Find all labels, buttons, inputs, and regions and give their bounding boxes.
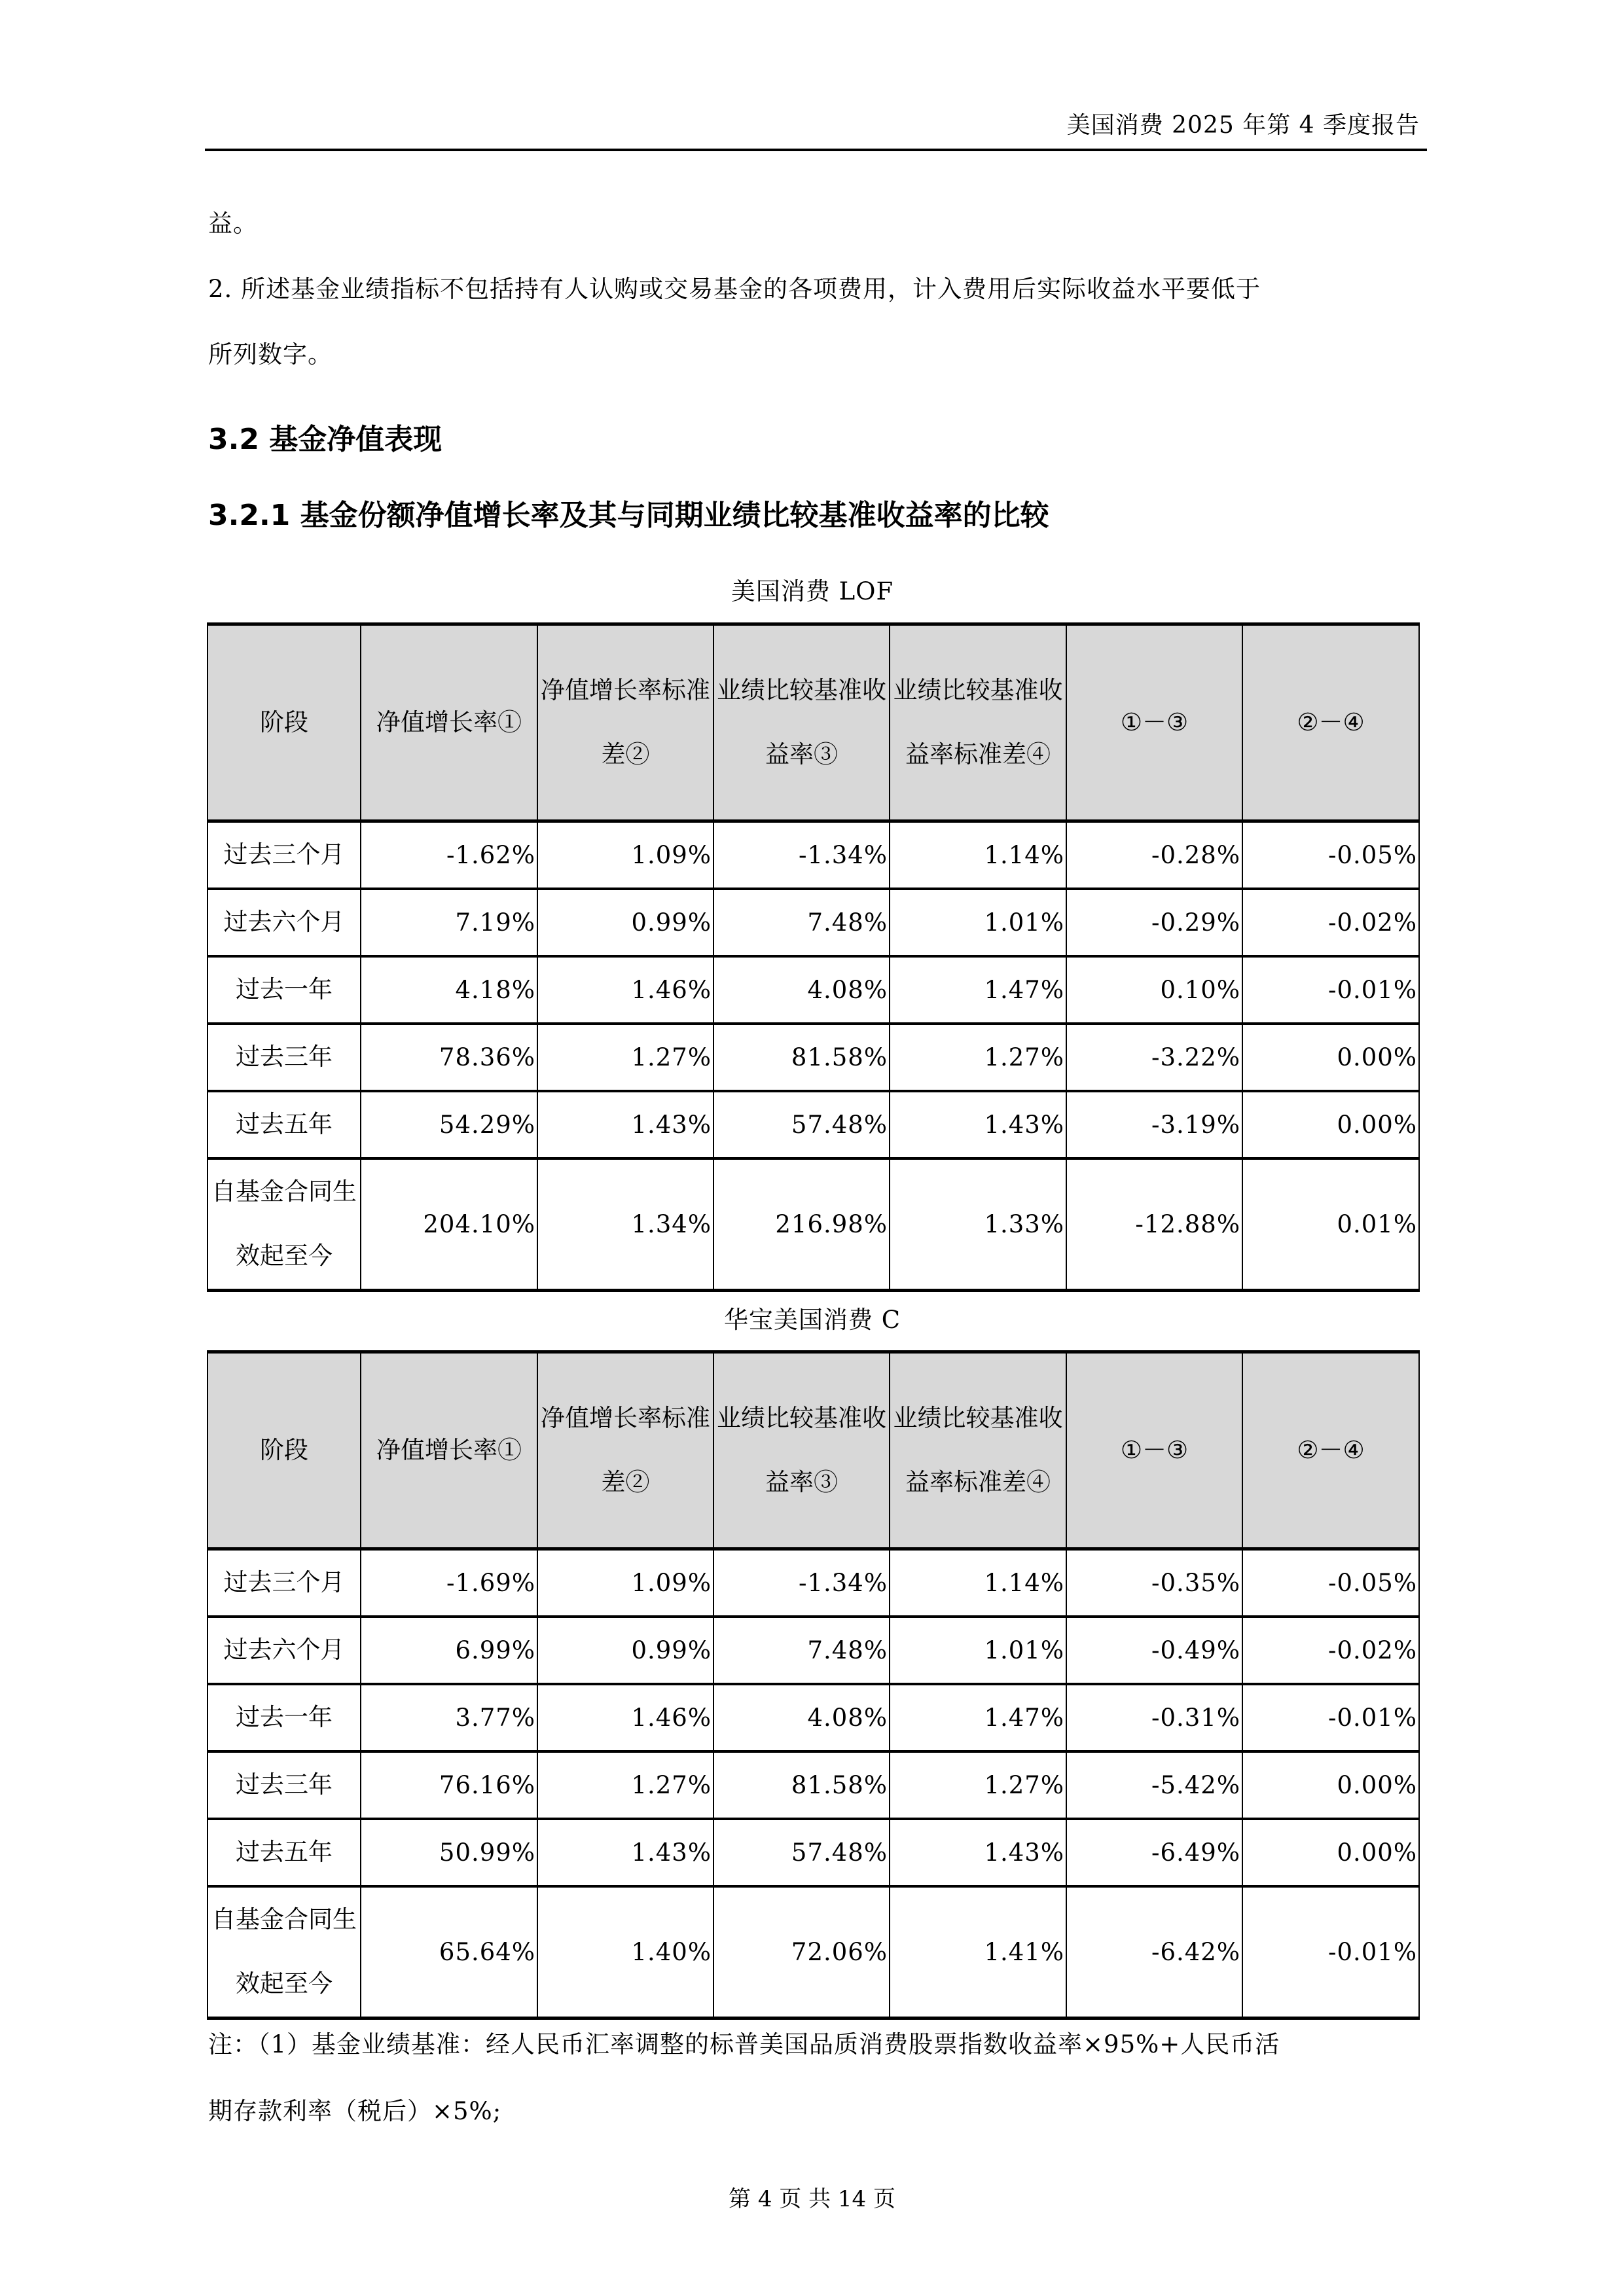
cell-nav-std: 1.40% bbox=[537, 1886, 713, 2018]
cell-stage: 过去六个月 bbox=[208, 889, 361, 956]
table-row bbox=[208, 1091, 1419, 1158]
cell-diff-1-3: -5.42% bbox=[1066, 1751, 1242, 1819]
cell-nav-std: 1.27% bbox=[537, 1024, 713, 1091]
col-header-bench-return: 业绩比较基准收益率③ bbox=[713, 1352, 890, 1549]
cell-nav-growth: 76.16% bbox=[361, 1751, 537, 1819]
cell-diff-1-3: -0.29% bbox=[1066, 889, 1242, 956]
cell-diff-1-3: -0.28% bbox=[1066, 821, 1242, 889]
cell-bench-return: 81.58% bbox=[713, 1751, 890, 1819]
cell-bench-return: -1.34% bbox=[713, 821, 890, 889]
col-header-bench-std: 业绩比较基准收益率标准差④ bbox=[890, 1352, 1066, 1549]
col-header-bench-std: 业绩比较基准收益率标准差④ bbox=[890, 624, 1066, 821]
cell-stage: 过去六个月 bbox=[208, 1617, 361, 1684]
table-row bbox=[208, 1684, 1419, 1751]
table-row bbox=[208, 1751, 1419, 1819]
cell-bench-return: 4.08% bbox=[713, 956, 890, 1024]
col-header-diff-2-4: ②－④ bbox=[1242, 624, 1419, 821]
cell-stage: 自基金合同生效起至今 bbox=[208, 1886, 361, 2018]
cell-bench-std: 1.43% bbox=[890, 1091, 1066, 1158]
col-header-stage: 阶段 bbox=[208, 624, 361, 821]
cell-nav-growth: 50.99% bbox=[361, 1819, 537, 1886]
cell-stage: 过去三年 bbox=[208, 1024, 361, 1091]
cell-bench-return: 7.48% bbox=[713, 1617, 890, 1684]
table-header-row bbox=[208, 624, 1419, 821]
col-header-bench-return: 业绩比较基准收益率③ bbox=[713, 624, 890, 821]
cell-nav-std: 1.09% bbox=[537, 821, 713, 889]
cell-diff-1-3: -0.49% bbox=[1066, 1617, 1242, 1684]
col-header-nav-growth: 净值增长率① bbox=[361, 624, 537, 821]
cell-diff-1-3: -6.49% bbox=[1066, 1819, 1242, 1886]
cell-nav-growth: 6.99% bbox=[361, 1617, 537, 1684]
cell-nav-growth: 78.36% bbox=[361, 1024, 537, 1091]
table-caption-c: 华宝美国消费 C bbox=[723, 1306, 901, 1334]
cell-nav-std: 1.09% bbox=[537, 1549, 713, 1617]
cell-nav-std: 1.43% bbox=[537, 1091, 713, 1158]
cell-diff-1-3: 0.10% bbox=[1066, 956, 1242, 1024]
cell-diff-2-4: 0.00% bbox=[1242, 1819, 1419, 1886]
cell-diff-2-4: -0.01% bbox=[1242, 956, 1419, 1024]
cell-nav-std: 1.27% bbox=[537, 1751, 713, 1819]
cell-nav-std: 1.34% bbox=[537, 1158, 713, 1291]
table-row bbox=[208, 821, 1419, 889]
note-line-2: 期存款利率（税后）×5%; bbox=[208, 2097, 502, 2125]
cell-diff-2-4: -0.02% bbox=[1242, 889, 1419, 956]
cell-bench-std: 1.01% bbox=[890, 889, 1066, 956]
table-row bbox=[208, 1024, 1419, 1091]
cell-diff-1-3: -3.22% bbox=[1066, 1024, 1242, 1091]
table-row bbox=[208, 1819, 1419, 1886]
page-number: 第 4 页 共 14 页 bbox=[729, 2186, 895, 2212]
table-row bbox=[208, 956, 1419, 1024]
cell-nav-std: 1.46% bbox=[537, 1684, 713, 1751]
col-header-nav-std: 净值增长率标准差② bbox=[537, 1352, 713, 1549]
cell-diff-2-4: -0.02% bbox=[1242, 1617, 1419, 1684]
table-row bbox=[208, 1549, 1419, 1617]
cell-diff-2-4: 0.00% bbox=[1242, 1751, 1419, 1819]
intro-line-3: 所列数字。 bbox=[208, 340, 333, 368]
cell-diff-1-3: -6.42% bbox=[1066, 1886, 1242, 2018]
cell-diff-1-3: -12.88% bbox=[1066, 1158, 1242, 1291]
cell-stage: 过去三个月 bbox=[208, 821, 361, 889]
cell-bench-return: 7.48% bbox=[713, 889, 890, 956]
table-row bbox=[208, 1158, 1419, 1291]
cell-bench-return: 4.08% bbox=[713, 1684, 890, 1751]
cell-nav-growth: 65.64% bbox=[361, 1886, 537, 2018]
cell-bench-std: 1.27% bbox=[890, 1751, 1066, 1819]
cell-nav-std: 1.43% bbox=[537, 1819, 713, 1886]
cell-stage: 过去一年 bbox=[208, 1684, 361, 1751]
cell-diff-2-4: 0.00% bbox=[1242, 1024, 1419, 1091]
col-header-diff-1-3: ①－③ bbox=[1066, 1352, 1242, 1549]
cell-bench-std: 1.14% bbox=[890, 1549, 1066, 1617]
table-header-row bbox=[208, 1352, 1419, 1549]
col-header-nav-std: 净值增长率标准差② bbox=[537, 624, 713, 821]
col-header-diff-2-4: ②－④ bbox=[1242, 1352, 1419, 1549]
cell-bench-std: 1.41% bbox=[890, 1886, 1066, 2018]
cell-bench-std: 1.33% bbox=[890, 1158, 1066, 1291]
cell-nav-growth: -1.62% bbox=[361, 821, 537, 889]
cell-nav-std: 0.99% bbox=[537, 889, 713, 956]
cell-nav-std: 1.46% bbox=[537, 956, 713, 1024]
cell-nav-growth: 7.19% bbox=[361, 889, 537, 956]
header-divider bbox=[205, 149, 1427, 151]
col-header-stage: 阶段 bbox=[208, 1352, 361, 1549]
cell-bench-std: 1.47% bbox=[890, 1684, 1066, 1751]
cell-stage: 过去一年 bbox=[208, 956, 361, 1024]
cell-diff-2-4: -0.05% bbox=[1242, 1549, 1419, 1617]
cell-bench-return: 81.58% bbox=[713, 1024, 890, 1091]
cell-bench-return: 57.48% bbox=[713, 1091, 890, 1158]
subsection-heading: 3.2.1 基金份额净值增长率及其与同期业绩比较基准收益率的比较 bbox=[208, 499, 1049, 532]
performance-table-c bbox=[207, 1350, 1420, 2020]
cell-bench-std: 1.01% bbox=[890, 1617, 1066, 1684]
cell-diff-2-4: -0.01% bbox=[1242, 1886, 1419, 2018]
page-header-title: 美国消费 2025 年第 4 季度报告 bbox=[1066, 112, 1420, 139]
cell-nav-growth: 204.10% bbox=[361, 1158, 537, 1291]
table-row bbox=[208, 1617, 1419, 1684]
note-line-1: 注：（1）基金业绩基准：经人民币汇率调整的标普美国品质消费股票指数收益率×95%+人民币活 bbox=[208, 2030, 1280, 2058]
cell-stage: 过去五年 bbox=[208, 1091, 361, 1158]
intro-line-1: 益。 bbox=[208, 209, 258, 238]
cell-stage: 过去三个月 bbox=[208, 1549, 361, 1617]
cell-diff-2-4: 0.01% bbox=[1242, 1158, 1419, 1291]
cell-bench-return: 72.06% bbox=[713, 1886, 890, 2018]
cell-bench-return: -1.34% bbox=[713, 1549, 890, 1617]
cell-nav-growth: 54.29% bbox=[361, 1091, 537, 1158]
cell-stage: 过去五年 bbox=[208, 1819, 361, 1886]
section-heading: 3.2 基金净值表现 bbox=[208, 423, 442, 456]
col-header-nav-growth: 净值增长率① bbox=[361, 1352, 537, 1549]
performance-table-lof bbox=[207, 622, 1420, 1292]
cell-bench-return: 57.48% bbox=[713, 1819, 890, 1886]
cell-stage: 自基金合同生效起至今 bbox=[208, 1158, 361, 1291]
cell-bench-return: 216.98% bbox=[713, 1158, 890, 1291]
cell-bench-std: 1.43% bbox=[890, 1819, 1066, 1886]
cell-diff-2-4: -0.01% bbox=[1242, 1684, 1419, 1751]
cell-diff-2-4: 0.00% bbox=[1242, 1091, 1419, 1158]
cell-nav-growth: 3.77% bbox=[361, 1684, 537, 1751]
cell-diff-1-3: -3.19% bbox=[1066, 1091, 1242, 1158]
cell-diff-1-3: -0.31% bbox=[1066, 1684, 1242, 1751]
cell-stage: 过去三年 bbox=[208, 1751, 361, 1819]
cell-diff-2-4: -0.05% bbox=[1242, 821, 1419, 889]
col-header-diff-1-3: ①－③ bbox=[1066, 624, 1242, 821]
cell-nav-growth: 4.18% bbox=[361, 956, 537, 1024]
table-row bbox=[208, 889, 1419, 956]
cell-diff-1-3: -0.35% bbox=[1066, 1549, 1242, 1617]
table-caption-lof: 美国消费 LOF bbox=[731, 577, 894, 605]
cell-bench-std: 1.14% bbox=[890, 821, 1066, 889]
cell-nav-std: 0.99% bbox=[537, 1617, 713, 1684]
cell-nav-growth: -1.69% bbox=[361, 1549, 537, 1617]
cell-bench-std: 1.27% bbox=[890, 1024, 1066, 1091]
cell-bench-std: 1.47% bbox=[890, 956, 1066, 1024]
intro-line-2: 2. 所述基金业绩指标不包括持有人认购或交易基金的各项费用，计入费用后实际收益水平要低于 bbox=[208, 275, 1261, 303]
table-row bbox=[208, 1886, 1419, 2018]
